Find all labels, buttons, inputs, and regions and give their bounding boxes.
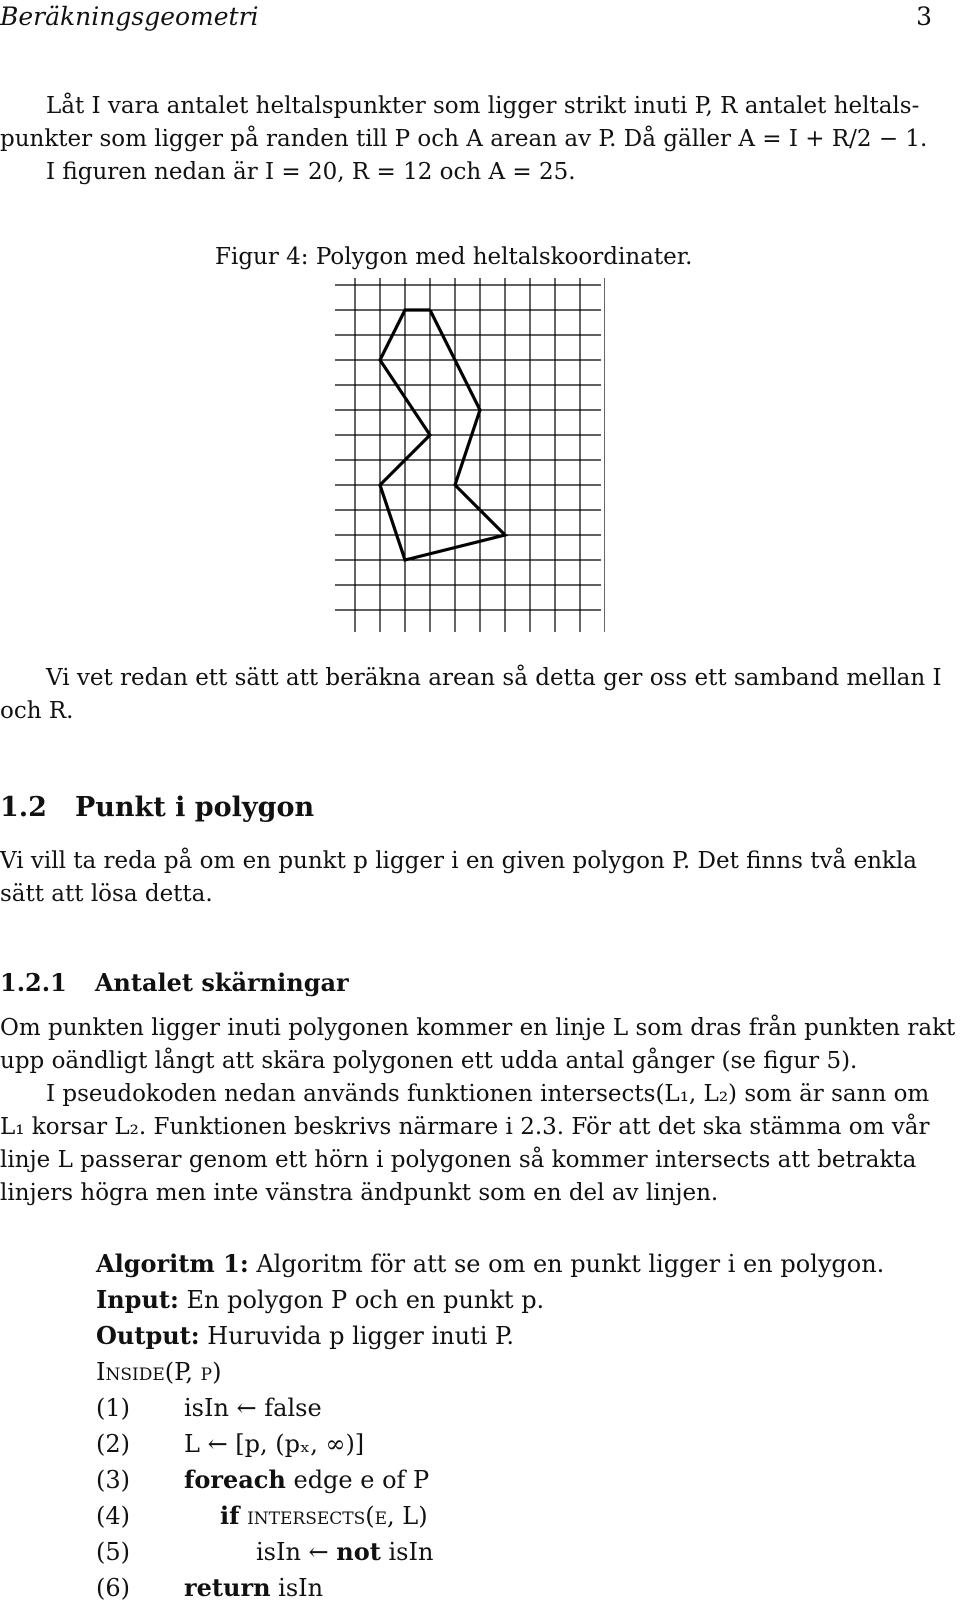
keyword-if: if	[220, 1501, 240, 1530]
figure-caption: Figur 4: Polygon med heltalskoordinater.	[215, 244, 693, 270]
input-label: Input:	[96, 1285, 179, 1314]
algorithm-output-line	[96, 1318, 884, 1354]
algorithm-description: Algoritm för att se om en punkt ligger i en polygon.	[256, 1250, 885, 1278]
section-title: Punkt i polygon	[74, 792, 315, 823]
intro-line-1: Låt I vara antalet heltalspunkter som ligger strikt inuti P, R antalet heltals-	[46, 93, 920, 119]
subsection-p1-line-2: upp oändligt långt att skära polygonen ett udda antal gånger (se figur 5).	[0, 1048, 858, 1074]
step-text: isIn	[380, 1538, 434, 1566]
subsection-number: 1.2.1	[0, 968, 67, 997]
step-prefix: isIn ←	[256, 1538, 337, 1566]
step-text: L ← [p, (pₓ, ∞)]	[184, 1430, 365, 1458]
algorithm-title-line	[96, 1246, 884, 1282]
integer-grid	[335, 278, 605, 632]
algorithm-step	[96, 1534, 884, 1570]
algorithm-step	[96, 1570, 884, 1606]
intro-line-3: I figuren nedan är I = 20, R = 12 och A = 25.	[46, 159, 576, 185]
algorithm-step	[96, 1498, 884, 1534]
step-number: (4)	[96, 1502, 130, 1530]
input-text: En polygon P och en punkt p.	[186, 1286, 545, 1314]
algorithm-step	[96, 1462, 884, 1498]
section-number: 1.2	[0, 792, 47, 823]
keyword-return: return	[184, 1573, 271, 1602]
algorithm-input-line	[96, 1282, 884, 1318]
step-number: (2)	[96, 1430, 130, 1458]
intro-line-2: punkter som ligger på randen till P och A arean av P. Då gäller A = I + R/2 − 1.	[0, 126, 928, 152]
subsection-p2-line-3: linje L passerar genom ett hörn i polygonen så kommer intersects att betrakta	[0, 1147, 917, 1173]
algorithm-block	[96, 1246, 884, 1606]
step-text: isIn ← false	[184, 1394, 322, 1422]
after-figure-line-2: och R.	[0, 698, 74, 724]
step-text: isIn	[270, 1574, 324, 1602]
step-text: intersects(e, L)	[239, 1502, 428, 1530]
step-number: (1)	[96, 1394, 130, 1422]
page-number: 3	[916, 2, 932, 31]
step-number: (5)	[96, 1538, 130, 1566]
subsection-heading-1-2-1	[0, 968, 349, 997]
running-header-title: Beräkningsgeometri	[0, 2, 259, 31]
polygon-figure	[335, 278, 605, 634]
keyword-not: not	[336, 1537, 381, 1566]
output-label: Output:	[96, 1321, 200, 1350]
output-text: Huruvida p ligger inuti P.	[207, 1322, 514, 1350]
after-figure-line-1: Vi vet redan ett sätt att beräkna arean så detta ger oss ett samband mellan I	[46, 665, 942, 691]
subsection-p2-line-2: L₁ korsar L₂. Funktionen beskrivs närmare i 2.3. För att det ska stämma om vår	[0, 1114, 930, 1140]
algorithm-label: Algoritm 1:	[96, 1249, 249, 1278]
subsection-p2-line-1: I pseudokoden nedan används funktionen intersects(L₁, L₂) som är sann om	[46, 1081, 930, 1107]
algorithm-signature: Inside(P, p)	[96, 1358, 222, 1386]
subsection-title: Antalet skärningar	[94, 968, 349, 997]
keyword-foreach: foreach	[184, 1465, 286, 1494]
subsection-p2-line-4: linjers högra men inte vänstra ändpunkt som en del av linjen.	[0, 1180, 719, 1206]
section-heading-1-2	[0, 792, 314, 823]
step-text: edge e of P	[285, 1466, 430, 1494]
algorithm-step	[96, 1390, 884, 1426]
step-number: (6)	[96, 1574, 130, 1602]
section-1-2-line-2: sätt att lösa detta.	[0, 881, 213, 907]
subsection-p1-line-1: Om punkten ligger inuti polygonen kommer en linje L som dras från punkten rakt	[0, 1015, 956, 1041]
step-number: (3)	[96, 1466, 130, 1494]
algorithm-step	[96, 1426, 884, 1462]
section-1-2-line-1: Vi vill ta reda på om en punkt p ligger i en given polygon P. Det finns två enkla	[0, 848, 917, 874]
